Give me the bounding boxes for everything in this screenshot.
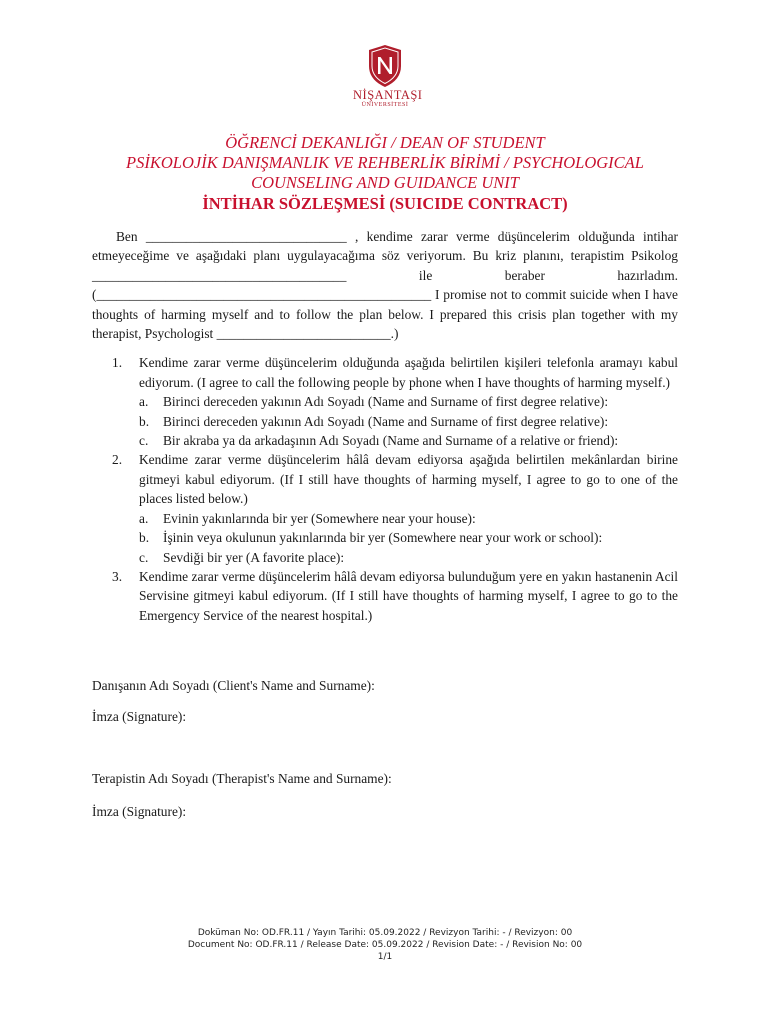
university-logo <box>353 44 423 109</box>
sub-text: Birinci dereceden yakının Adı Soyadı (Name and Surname of first degree relative): <box>163 413 609 429</box>
sub-letter: a. <box>139 510 149 526</box>
client-signature-field[interactable]: İmza (Signature): <box>92 709 187 724</box>
intro-paragraph <box>92 227 678 343</box>
intro-turkish: Ben ______________________________ , kendime zarar verme düşüncelerim olduğunda intihar etmeyeceğime ve aşağıdaki planı uygulayacağıma söz veriyorum. Bu kriz planını, terapistim Psikolog ______________________________________ ile beraber hazırladım. <box>92 229 678 283</box>
sub-letter: c. <box>139 433 149 449</box>
sub-list <box>139 392 678 450</box>
sub-text: Evinin yakınlarında bir yer (Somewhere near your house): <box>163 510 476 526</box>
sub-item <box>139 392 678 411</box>
contract-body <box>92 227 678 625</box>
header-line-unit-cont: COUNSELING AND GUIDANCE UNIT <box>251 173 519 192</box>
logo-subtitle: ÜNİVERSİTESİ <box>361 102 409 108</box>
sub-letter: b. <box>139 413 150 429</box>
plan-item <box>92 450 678 566</box>
client-name-field[interactable]: Danışanın Adı Soyadı (Client's Name and Surname): <box>92 678 375 693</box>
sub-item <box>139 548 678 567</box>
sub-item <box>139 412 678 431</box>
item-number: 2. <box>112 452 123 468</box>
plan-item <box>92 353 678 450</box>
sub-item <box>139 509 678 528</box>
item-number: 3. <box>112 568 123 584</box>
document-title: İNTİHAR SÖZLEŞMESİ (SUICIDE CONTRACT) <box>202 194 568 213</box>
sub-item <box>139 528 678 547</box>
intro-english: (__________________________________________________ I promise not to commit suicide when I have thoughts of harming myself and to follow the plan below. I prepared this crisis plan together with my therapist, Psychologist __________________________.) <box>92 287 678 342</box>
sub-letter: b. <box>139 530 150 546</box>
university-crest-icon <box>365 44 405 88</box>
plan-list <box>92 353 678 625</box>
header-line-unit: PSİKOLOJİK DANIŞMANLIK VE REHBERLİK BİRİMİ / PSYCHOLOGICAL <box>126 153 644 172</box>
sub-text: Bir akraba ya da arkadaşının Adı Soyadı (Name and Surname of a relative or friend): <box>163 433 619 449</box>
plan-item <box>92 567 678 625</box>
logo-name: NİŞANTAŞI <box>353 88 423 102</box>
page-number: 1/1 <box>377 952 393 962</box>
item-number: 1. <box>112 355 123 371</box>
sub-item <box>139 431 678 450</box>
sub-text: Birinci dereceden yakının Adı Soyadı (Name and Surname of first degree relative): <box>163 394 609 410</box>
document-header <box>60 133 710 215</box>
header-line-dean: ÖĞRENCİ DEKANLIĞI / DEAN OF STUDENT <box>225 133 545 152</box>
sub-letter: c. <box>139 549 149 565</box>
footer-line-english: Document No: OD.FR.11 / Release Date: 05.09.2022 / Revision Date: - / Revision No: 00 <box>187 940 583 950</box>
sub-list <box>139 509 678 567</box>
sub-text: İşinin veya okulunun yakınlarında bir yer (Somewhere near your work or school): <box>163 530 603 546</box>
item-text: Kendime zarar verme düşüncelerim olduğunda aşağıda belirtilen kişileri telefonla aramayı kabul ediyorum. (I agree to call the following people by phone when I have thoughts of harming myself.) <box>139 355 678 390</box>
sub-letter: a. <box>139 394 149 410</box>
document-footer <box>0 927 770 963</box>
footer-line-turkish: Doküman No: OD.FR.11 / Yayın Tarihi: 05.09.2022 / Revizyon Tarihi: - / Revizyon: 00 <box>197 928 573 938</box>
sub-text: Sevdiği bir yer (A favorite place): <box>163 549 345 565</box>
therapist-name-field[interactable]: Terapistin Adı Soyadı (Therapist's Name and Surname): <box>92 771 392 786</box>
item-text: Kendime zarar verme düşüncelerim hâlâ devam ediyorsa aşağıda belirtilen mekânlardan birine gitmeyi kabul ediyorum. (If I still have thoughts of harming myself, I agree to go to one of the places listed below.) <box>139 452 678 507</box>
therapist-signature-field[interactable]: İmza (Signature): <box>92 804 187 819</box>
item-text: Kendime zarar verme düşüncelerim hâlâ devam ediyorsa bulunduğum yere en yakın hastanenin Acil Servisine gitmeyi kabul ediyorum. (If I still have thoughts of harming myself, I agree to go to the Emergency Service of the nearest hospital.) <box>139 568 678 623</box>
